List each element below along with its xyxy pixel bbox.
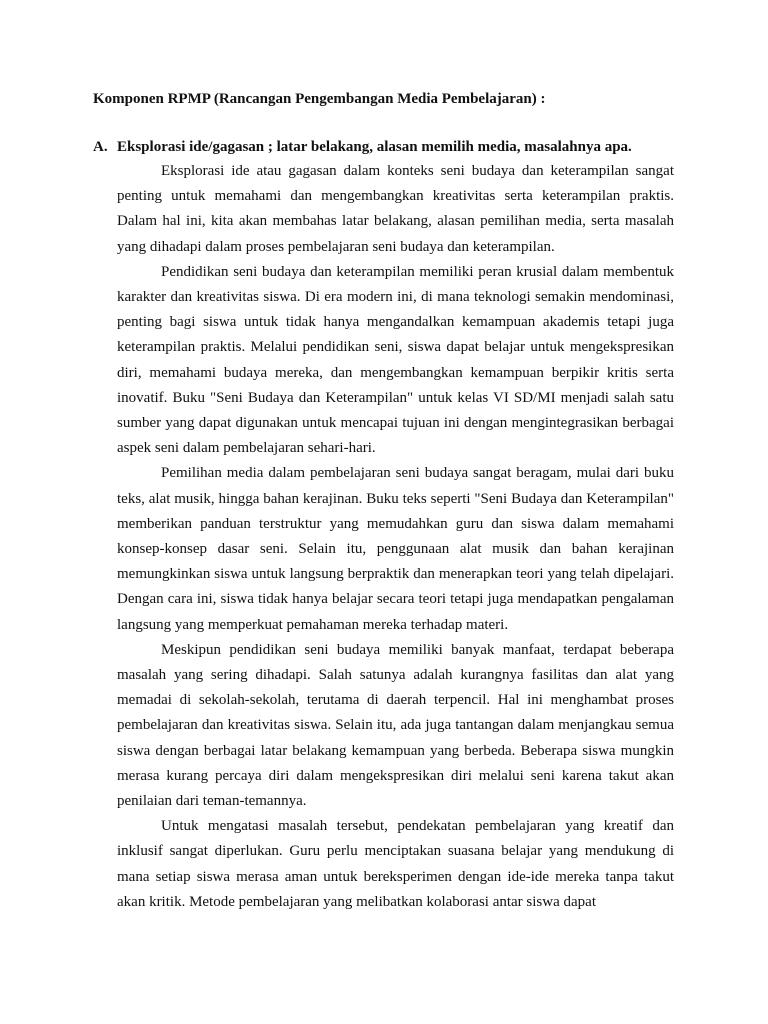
paragraph: Meskipun pendidikan seni budaya memiliki banyak manfaat, terdapat beberapa masalah yang sering dihadapi. Salah satunya adalah kurangnya fasilitas dan alat yang memadai di sekolah-sekolah, terutama di daerah terpencil. Hal ini menghambat proses pembelajaran dan kreativitas siswa. Selain itu, ada juga tantangan dalam menjangkau semua siswa dengan berbagai latar belakang kemampuan yang berbeda. Beberapa siswa mungkin merasa kurang percaya diri dalam mengekspresikan diri melalui seni karena takut akan penilaian dari teman-temannya. bbox=[117, 641, 674, 810]
paragraph: Eksplorasi ide atau gagasan dalam konteks seni budaya dan keterampilan sangat penting untuk memahami dan mengembangkan kreativitas serta keterampilan praktis. Dalam hal ini, kita akan membahas latar belakang, alasan pemilihan media, serta masalah yang dihadapi dalam proses pembelajaran seni budaya dan keterampilan. bbox=[117, 163, 674, 255]
paragraph: Untuk mengatasi masalah tersebut, pendekatan pembelajaran yang kreatif dan inklusif sangat diperlukan. Guru perlu menciptakan suasana belajar yang mendukung di mana setiap siswa merasa aman untuk bereksperimen dengan ide-ide mereka tanpa takut akan kritik. Metode pembelajaran yang melibatkan kolaborasi antar siswa dapat bbox=[117, 818, 674, 910]
paragraph: Pendidikan seni budaya dan keterampilan memiliki peran krusial dalam membentuk karakter dan kreativitas siswa. Di era modern ini, di mana teknologi semakin mendominasi, penting bagi siswa untuk tidak hanya mengandalkan kemampuan akademis tetapi juga keterampilan praktis. Melalui pendidikan seni, siswa dapat belajar untuk mengekspresikan diri, memahami budaya mereka, dan mengembangkan kemampuan berpikir kritis serta inovatif. Buku "Seni Budaya dan Keterampilan" untuk kelas VI SD/MI menjadi salah satu sumber yang dapat digunakan untuk mencapai tujuan ini dengan mengintegrasikan berbagai aspek seni dalam pembelajaran sehari-hari. bbox=[117, 263, 674, 457]
section-body bbox=[117, 159, 674, 915]
section-heading-text: Eksplorasi ide/gagasan ; latar belakang, alasan memilih media, masalahnya apa. bbox=[117, 139, 632, 155]
section-heading bbox=[93, 138, 632, 156]
section-marker: A. bbox=[93, 139, 108, 155]
document-title: Komponen RPMP (Rancangan Pengembangan Media Pembelajaran) : bbox=[93, 91, 546, 107]
paragraph: Pemilihan media dalam pembelajaran seni budaya sangat beragam, mulai dari buku teks, alat musik, hingga bahan kerajinan. Buku teks seperti "Seni Budaya dan Keterampilan" memberikan panduan terstruktur yang memudahkan guru dan siswa dalam memahami konsep-konsep dasar seni. Selain itu, penggunaan alat musik dan bahan kerajinan memungkinkan siswa untuk langsung berpraktik dan menerapkan teori yang telah dipelajari. Dengan cara ini, siswa tidak hanya belajar secara teori tetapi juga mendapatkan pengalaman langsung yang memperkuat pemahaman mereka terhadap materi. bbox=[117, 465, 674, 633]
